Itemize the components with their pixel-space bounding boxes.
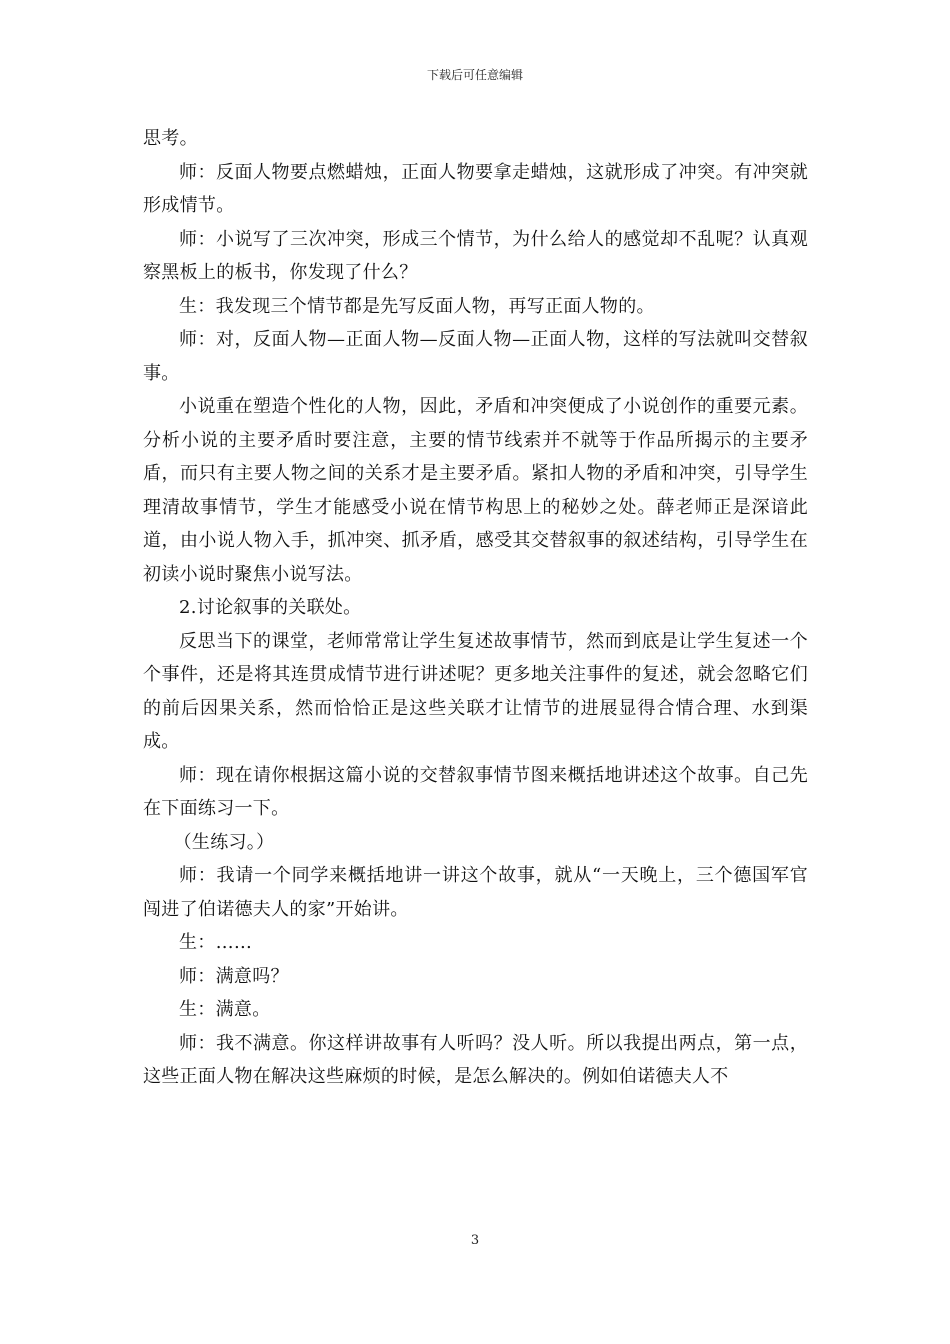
paragraph: 师：我不满意。你这样讲故事有人听吗？没人听。所以我提出两点，第一点，这些正面人物在解决这些麻烦的时候，是怎么解决的。例如伯诺德夫人不: [143, 1032, 808, 1087]
paragraph: 生：我发现三个情节都是先写反面人物，再写正面人物的。: [179, 295, 655, 317]
paragraph: 师：对，反面人物—正面人物—反面人物—正面人物，这样的写法就叫交替叙事。: [143, 329, 808, 384]
paragraph: 师：我请一个同学来概括地讲一讲这个故事，就从“一天晚上，三个德国军官闯进了伯诺德夫人的家”开始讲。: [143, 865, 808, 920]
paragraph: 生：满意。: [179, 999, 271, 1020]
paragraph: 师：小说写了三次冲突，形成三个情节，为什么给人的感觉却不乱呢？认真观察黑板上的板书，你发现了什么？: [143, 228, 808, 283]
paragraph: 师：反面人物要点燃蜡烛，正面人物要拿走蜡烛，这就形成了冲突。有冲突就形成情节。: [143, 161, 808, 216]
paragraph: 思考。: [143, 128, 198, 149]
paragraph: 师：满意吗？: [179, 965, 289, 987]
page-number: 3: [470, 1233, 480, 1248]
page-header: 下载后可任意编辑: [426, 68, 523, 82]
paragraph: 师：现在请你根据这篇小说的交替叙事情节图来概括地讲述这个故事。自己先在下面练习一下。: [143, 764, 808, 819]
paragraph: 2.讨论叙事的关联处。: [179, 597, 362, 618]
paragraph: 反思当下的课堂，老师常常让学生复述故事情节，然而到底是让学生复述一个个事件，还是将其连贯成情节进行讲述呢？更多地关注事件的复述，就会忽略它们的前后因果关系，然而恰恰正是这些关联才让情节的进展显得合情合理、水到渠成。: [143, 630, 808, 752]
body-text: [143, 122, 808, 1094]
paragraph: （生练习。）: [173, 831, 275, 853]
paragraph: 生：……: [179, 932, 253, 953]
paragraph: 小说重在塑造个性化的人物，因此，矛盾和冲突便成了小说创作的重要元素。分析小说的主要矛盾时要注意，主要的情节线索并不就等于作品所揭示的主要矛盾，而只有主要人物之间的关系才是主要矛盾。紧扣人物的矛盾和冲突，引导学生理清故事情节，学生才能感受小说在情节构思上的秘妙之处。薛老师正是深谙此道，由小说人物入手，抓冲突、抓矛盾，感受其交替叙事的叙述结构，引导学生在初读小说时聚焦小说写法。: [143, 396, 808, 585]
